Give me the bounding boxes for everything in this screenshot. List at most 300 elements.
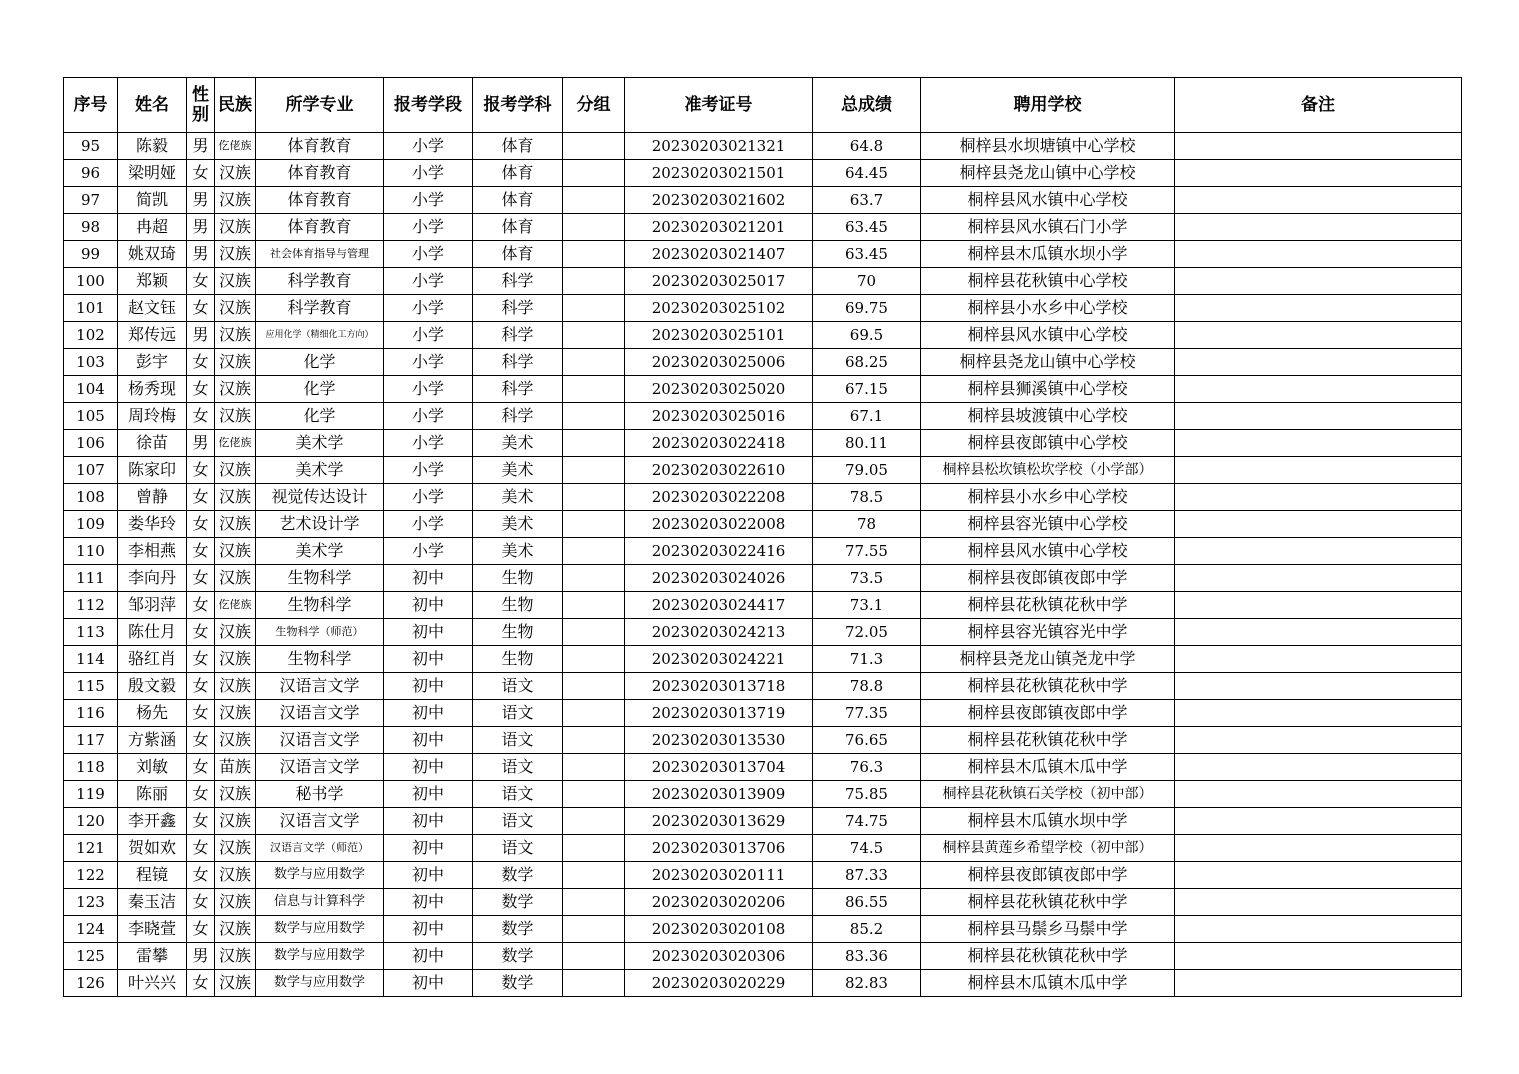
cell-score: 85.2 — [813, 916, 921, 943]
cell-subject: 语文 — [473, 727, 563, 754]
cell-subject: 科学 — [473, 349, 563, 376]
cell-seq: 120 — [64, 808, 118, 835]
cell-stage: 小学 — [384, 133, 473, 160]
cell-seq: 99 — [64, 241, 118, 268]
cell-stage: 初中 — [384, 700, 473, 727]
table-row — [64, 619, 1462, 646]
cell-exam-id: 20230203022008 — [625, 511, 813, 538]
cell-remark — [1175, 943, 1462, 970]
cell-name: 郑传远 — [118, 322, 187, 349]
cell-school: 桐梓县夜郎镇夜郎中学 — [921, 700, 1175, 727]
cell-exam-id: 20230203022610 — [625, 457, 813, 484]
cell-stage: 初中 — [384, 592, 473, 619]
cell-seq: 105 — [64, 403, 118, 430]
cell-stage: 初中 — [384, 646, 473, 673]
cell-remark — [1175, 295, 1462, 322]
cell-group — [563, 511, 625, 538]
cell-major: 化学 — [256, 376, 384, 403]
cell-stage: 小学 — [384, 511, 473, 538]
cell-major: 汉语言文学 — [256, 673, 384, 700]
cell-ethnicity: 仡佬族 — [215, 592, 256, 619]
cell-remark — [1175, 970, 1462, 997]
cell-seq: 98 — [64, 214, 118, 241]
cell-score: 72.05 — [813, 619, 921, 646]
cell-school: 桐梓县风水镇石门小学 — [921, 214, 1175, 241]
cell-score: 82.83 — [813, 970, 921, 997]
cell-ethnicity: 汉族 — [215, 241, 256, 268]
cell-group — [563, 673, 625, 700]
cell-major: 科学教育 — [256, 268, 384, 295]
cell-name: 雷攀 — [118, 943, 187, 970]
cell-ethnicity: 汉族 — [215, 484, 256, 511]
cell-seq: 116 — [64, 700, 118, 727]
cell-group — [563, 133, 625, 160]
cell-group — [563, 970, 625, 997]
cell-stage: 初中 — [384, 970, 473, 997]
cell-stage: 初中 — [384, 673, 473, 700]
cell-stage: 初中 — [384, 754, 473, 781]
cell-major: 体育教育 — [256, 160, 384, 187]
cell-group — [563, 889, 625, 916]
cell-school: 桐梓县花秋镇花秋中学 — [921, 943, 1175, 970]
cell-stage: 小学 — [384, 187, 473, 214]
cell-score: 80.11 — [813, 430, 921, 457]
table-row — [64, 970, 1462, 997]
cell-stage: 小学 — [384, 403, 473, 430]
cell-seq: 104 — [64, 376, 118, 403]
cell-score: 77.55 — [813, 538, 921, 565]
table-row — [64, 700, 1462, 727]
cell-major: 艺术设计学 — [256, 511, 384, 538]
cell-major: 数学与应用数学 — [256, 970, 384, 997]
cell-seq: 114 — [64, 646, 118, 673]
cell-subject: 数学 — [473, 943, 563, 970]
cell-seq: 102 — [64, 322, 118, 349]
cell-gender: 女 — [187, 808, 215, 835]
table-row — [64, 268, 1462, 295]
cell-gender: 女 — [187, 160, 215, 187]
cell-name: 周玲梅 — [118, 403, 187, 430]
cell-school: 桐梓县松坎镇松坎学校（小学部） — [921, 457, 1175, 484]
cell-exam-id: 20230203021201 — [625, 214, 813, 241]
table-body — [64, 133, 1462, 997]
cell-group — [563, 808, 625, 835]
cell-subject: 数学 — [473, 889, 563, 916]
cell-ethnicity: 仡佬族 — [215, 133, 256, 160]
table-row — [64, 916, 1462, 943]
cell-school: 桐梓县花秋镇花秋中学 — [921, 673, 1175, 700]
cell-gender: 女 — [187, 835, 215, 862]
cell-subject: 科学 — [473, 268, 563, 295]
cell-name: 殷文毅 — [118, 673, 187, 700]
cell-gender: 女 — [187, 295, 215, 322]
cell-remark — [1175, 619, 1462, 646]
cell-subject: 语文 — [473, 673, 563, 700]
cell-remark — [1175, 376, 1462, 403]
cell-ethnicity: 汉族 — [215, 349, 256, 376]
table-row — [64, 241, 1462, 268]
table-row — [64, 835, 1462, 862]
cell-name: 赵文钰 — [118, 295, 187, 322]
cell-stage: 小学 — [384, 349, 473, 376]
cell-school: 桐梓县花秋镇花秋中学 — [921, 592, 1175, 619]
cell-gender: 女 — [187, 646, 215, 673]
cell-exam-id: 20230203013718 — [625, 673, 813, 700]
cell-ethnicity: 汉族 — [215, 403, 256, 430]
cell-ethnicity: 汉族 — [215, 781, 256, 808]
cell-score: 74.75 — [813, 808, 921, 835]
cell-stage: 初中 — [384, 781, 473, 808]
cell-gender: 女 — [187, 565, 215, 592]
cell-ethnicity: 汉族 — [215, 376, 256, 403]
table-row — [64, 403, 1462, 430]
cell-gender: 男 — [187, 214, 215, 241]
cell-ethnicity: 汉族 — [215, 835, 256, 862]
cell-ethnicity: 汉族 — [215, 511, 256, 538]
cell-school: 桐梓县小水乡中心学校 — [921, 484, 1175, 511]
cell-exam-id: 20230203021407 — [625, 241, 813, 268]
cell-major: 美术学 — [256, 457, 384, 484]
cell-subject: 语文 — [473, 700, 563, 727]
cell-seq: 110 — [64, 538, 118, 565]
table-row — [64, 349, 1462, 376]
cell-school: 桐梓县狮溪镇中心学校 — [921, 376, 1175, 403]
cell-seq: 113 — [64, 619, 118, 646]
cell-stage: 初中 — [384, 943, 473, 970]
cell-score: 76.65 — [813, 727, 921, 754]
cell-remark — [1175, 700, 1462, 727]
cell-subject: 美术 — [473, 430, 563, 457]
cell-major: 汉语言文学（师范） — [256, 835, 384, 862]
cell-subject: 数学 — [473, 916, 563, 943]
cell-seq: 124 — [64, 916, 118, 943]
cell-ethnicity: 汉族 — [215, 268, 256, 295]
cell-group — [563, 322, 625, 349]
column-header-stage: 报考学段 — [384, 78, 473, 133]
cell-ethnicity: 汉族 — [215, 889, 256, 916]
column-header-school: 聘用学校 — [921, 78, 1175, 133]
cell-school: 桐梓县花秋镇花秋中学 — [921, 727, 1175, 754]
cell-gender: 女 — [187, 619, 215, 646]
cell-gender: 女 — [187, 700, 215, 727]
cell-exam-id: 20230203025020 — [625, 376, 813, 403]
cell-name: 陈仕月 — [118, 619, 187, 646]
table-row — [64, 295, 1462, 322]
cell-major: 汉语言文学 — [256, 700, 384, 727]
cell-subject: 美术 — [473, 511, 563, 538]
cell-gender: 女 — [187, 970, 215, 997]
cell-school: 桐梓县坡渡镇中心学校 — [921, 403, 1175, 430]
cell-exam-id: 20230203024417 — [625, 592, 813, 619]
cell-remark — [1175, 754, 1462, 781]
cell-name: 程镜 — [118, 862, 187, 889]
cell-group — [563, 214, 625, 241]
cell-name: 郑颖 — [118, 268, 187, 295]
cell-exam-id: 20230203025101 — [625, 322, 813, 349]
cell-score: 70 — [813, 268, 921, 295]
cell-seq: 125 — [64, 943, 118, 970]
cell-subject: 语文 — [473, 835, 563, 862]
cell-group — [563, 295, 625, 322]
cell-stage: 初中 — [384, 619, 473, 646]
cell-major: 生物科学 — [256, 565, 384, 592]
cell-subject: 生物 — [473, 619, 563, 646]
column-header-name: 姓名 — [118, 78, 187, 133]
teacher-hiring-table — [63, 77, 1462, 997]
cell-gender: 女 — [187, 511, 215, 538]
cell-major: 体育教育 — [256, 133, 384, 160]
cell-school: 桐梓县夜郎镇夜郎中学 — [921, 862, 1175, 889]
cell-subject: 数学 — [473, 970, 563, 997]
cell-exam-id: 20230203013719 — [625, 700, 813, 727]
column-header-exam-id: 准考证号 — [625, 78, 813, 133]
cell-remark — [1175, 646, 1462, 673]
cell-school: 桐梓县尧龙山镇中心学校 — [921, 349, 1175, 376]
cell-name: 冉超 — [118, 214, 187, 241]
cell-gender: 女 — [187, 727, 215, 754]
cell-exam-id: 20230203021501 — [625, 160, 813, 187]
cell-exam-id: 20230203021321 — [625, 133, 813, 160]
cell-major: 美术学 — [256, 538, 384, 565]
cell-ethnicity: 苗族 — [215, 754, 256, 781]
cell-stage: 初中 — [384, 808, 473, 835]
cell-name: 方紫涵 — [118, 727, 187, 754]
cell-group — [563, 268, 625, 295]
cell-score: 86.55 — [813, 889, 921, 916]
cell-seq: 103 — [64, 349, 118, 376]
cell-score: 73.5 — [813, 565, 921, 592]
cell-subject: 语文 — [473, 808, 563, 835]
cell-subject: 体育 — [473, 187, 563, 214]
cell-remark — [1175, 457, 1462, 484]
cell-exam-id: 20230203020229 — [625, 970, 813, 997]
cell-school: 桐梓县容光镇中心学校 — [921, 511, 1175, 538]
cell-gender: 女 — [187, 538, 215, 565]
cell-school: 桐梓县木瓜镇水坝小学 — [921, 241, 1175, 268]
cell-exam-id: 20230203013706 — [625, 835, 813, 862]
cell-name: 贺如欢 — [118, 835, 187, 862]
cell-exam-id: 20230203013704 — [625, 754, 813, 781]
cell-group — [563, 349, 625, 376]
cell-score: 79.05 — [813, 457, 921, 484]
table-row — [64, 943, 1462, 970]
cell-name: 陈毅 — [118, 133, 187, 160]
cell-ethnicity: 汉族 — [215, 322, 256, 349]
cell-ethnicity: 汉族 — [215, 673, 256, 700]
cell-major: 社会体育指导与管理 — [256, 241, 384, 268]
cell-stage: 初中 — [384, 916, 473, 943]
cell-gender: 女 — [187, 376, 215, 403]
cell-name: 邹羽萍 — [118, 592, 187, 619]
cell-group — [563, 646, 625, 673]
cell-exam-id: 20230203022208 — [625, 484, 813, 511]
table-row — [64, 646, 1462, 673]
cell-gender: 男 — [187, 322, 215, 349]
cell-remark — [1175, 889, 1462, 916]
cell-name: 李相燕 — [118, 538, 187, 565]
cell-stage: 初中 — [384, 889, 473, 916]
cell-stage: 小学 — [384, 214, 473, 241]
cell-gender: 女 — [187, 916, 215, 943]
cell-subject: 语文 — [473, 754, 563, 781]
cell-stage: 小学 — [384, 322, 473, 349]
cell-group — [563, 403, 625, 430]
cell-subject: 美术 — [473, 457, 563, 484]
cell-subject: 科学 — [473, 295, 563, 322]
cell-subject: 科学 — [473, 376, 563, 403]
cell-school: 桐梓县木瓜镇木瓜中学 — [921, 754, 1175, 781]
cell-stage: 小学 — [384, 241, 473, 268]
cell-score: 64.45 — [813, 160, 921, 187]
cell-gender: 女 — [187, 673, 215, 700]
cell-seq: 111 — [64, 565, 118, 592]
cell-score: 71.3 — [813, 646, 921, 673]
cell-score: 75.85 — [813, 781, 921, 808]
cell-subject: 体育 — [473, 214, 563, 241]
cell-name: 叶兴兴 — [118, 970, 187, 997]
table-row — [64, 889, 1462, 916]
cell-score: 87.33 — [813, 862, 921, 889]
cell-remark — [1175, 727, 1462, 754]
cell-name: 彭宇 — [118, 349, 187, 376]
cell-ethnicity: 汉族 — [215, 214, 256, 241]
cell-ethnicity: 汉族 — [215, 862, 256, 889]
cell-school: 桐梓县木瓜镇木瓜中学 — [921, 970, 1175, 997]
column-header-subject: 报考学科 — [473, 78, 563, 133]
cell-remark — [1175, 565, 1462, 592]
cell-name: 杨先 — [118, 700, 187, 727]
cell-name: 李晓萱 — [118, 916, 187, 943]
cell-school: 桐梓县容光镇容光中学 — [921, 619, 1175, 646]
cell-gender: 女 — [187, 268, 215, 295]
cell-seq: 123 — [64, 889, 118, 916]
cell-gender: 女 — [187, 403, 215, 430]
cell-major: 汉语言文学 — [256, 754, 384, 781]
table-row — [64, 214, 1462, 241]
cell-ethnicity: 汉族 — [215, 808, 256, 835]
cell-group — [563, 700, 625, 727]
cell-exam-id: 20230203025102 — [625, 295, 813, 322]
cell-group — [563, 160, 625, 187]
cell-name: 刘敏 — [118, 754, 187, 781]
cell-group — [563, 916, 625, 943]
cell-group — [563, 538, 625, 565]
cell-score: 63.45 — [813, 241, 921, 268]
cell-name: 梁明娅 — [118, 160, 187, 187]
cell-group — [563, 241, 625, 268]
cell-gender: 男 — [187, 430, 215, 457]
cell-subject: 生物 — [473, 646, 563, 673]
cell-name: 杨秀现 — [118, 376, 187, 403]
cell-exam-id: 20230203024026 — [625, 565, 813, 592]
cell-major: 秘书学 — [256, 781, 384, 808]
cell-remark — [1175, 808, 1462, 835]
cell-ethnicity: 汉族 — [215, 619, 256, 646]
table-row — [64, 673, 1462, 700]
cell-group — [563, 457, 625, 484]
cell-score: 67.1 — [813, 403, 921, 430]
table-row — [64, 457, 1462, 484]
cell-major: 体育教育 — [256, 187, 384, 214]
table-row — [64, 781, 1462, 808]
cell-exam-id: 20230203020108 — [625, 916, 813, 943]
cell-group — [563, 754, 625, 781]
cell-subject: 科学 — [473, 322, 563, 349]
cell-remark — [1175, 862, 1462, 889]
cell-remark — [1175, 214, 1462, 241]
cell-major: 化学 — [256, 403, 384, 430]
cell-group — [563, 943, 625, 970]
cell-remark — [1175, 160, 1462, 187]
cell-name: 李开鑫 — [118, 808, 187, 835]
cell-stage: 小学 — [384, 538, 473, 565]
cell-major: 美术学 — [256, 430, 384, 457]
cell-school: 桐梓县小水乡中心学校 — [921, 295, 1175, 322]
cell-subject: 生物 — [473, 565, 563, 592]
cell-remark — [1175, 484, 1462, 511]
cell-group — [563, 430, 625, 457]
cell-exam-id: 20230203021602 — [625, 187, 813, 214]
cell-gender: 女 — [187, 484, 215, 511]
cell-gender: 男 — [187, 133, 215, 160]
cell-school: 桐梓县马鬃乡马鬃中学 — [921, 916, 1175, 943]
cell-exam-id: 20230203022418 — [625, 430, 813, 457]
cell-exam-id: 20230203025017 — [625, 268, 813, 295]
cell-major: 化学 — [256, 349, 384, 376]
cell-group — [563, 565, 625, 592]
column-header-gender: 性别 — [187, 78, 215, 133]
cell-subject: 科学 — [473, 403, 563, 430]
cell-score: 67.15 — [813, 376, 921, 403]
cell-school: 桐梓县风水镇中心学校 — [921, 322, 1175, 349]
cell-major: 汉语言文学 — [256, 727, 384, 754]
cell-major: 数学与应用数学 — [256, 916, 384, 943]
cell-group — [563, 619, 625, 646]
cell-remark — [1175, 403, 1462, 430]
table-row — [64, 187, 1462, 214]
cell-score: 69.5 — [813, 322, 921, 349]
cell-score: 78.8 — [813, 673, 921, 700]
cell-seq: 115 — [64, 673, 118, 700]
cell-stage: 初中 — [384, 862, 473, 889]
cell-gender: 女 — [187, 889, 215, 916]
cell-major: 信息与计算科学 — [256, 889, 384, 916]
cell-stage: 小学 — [384, 268, 473, 295]
cell-school: 桐梓县黄莲乡希望学校（初中部） — [921, 835, 1175, 862]
cell-seq: 101 — [64, 295, 118, 322]
table-row — [64, 511, 1462, 538]
cell-gender: 女 — [187, 862, 215, 889]
table-row — [64, 430, 1462, 457]
cell-major: 汉语言文学 — [256, 808, 384, 835]
cell-ethnicity: 汉族 — [215, 646, 256, 673]
cell-major: 数学与应用数学 — [256, 943, 384, 970]
cell-ethnicity: 汉族 — [215, 295, 256, 322]
cell-seq: 126 — [64, 970, 118, 997]
cell-school: 桐梓县水坝塘镇中心学校 — [921, 133, 1175, 160]
cell-gender: 女 — [187, 457, 215, 484]
cell-seq: 96 — [64, 160, 118, 187]
cell-stage: 初中 — [384, 835, 473, 862]
cell-subject: 美术 — [473, 484, 563, 511]
cell-major: 生物科学 — [256, 646, 384, 673]
cell-stage: 初中 — [384, 565, 473, 592]
table-row — [64, 862, 1462, 889]
cell-subject: 体育 — [473, 133, 563, 160]
table-row — [64, 376, 1462, 403]
cell-stage: 小学 — [384, 160, 473, 187]
cell-stage: 小学 — [384, 376, 473, 403]
